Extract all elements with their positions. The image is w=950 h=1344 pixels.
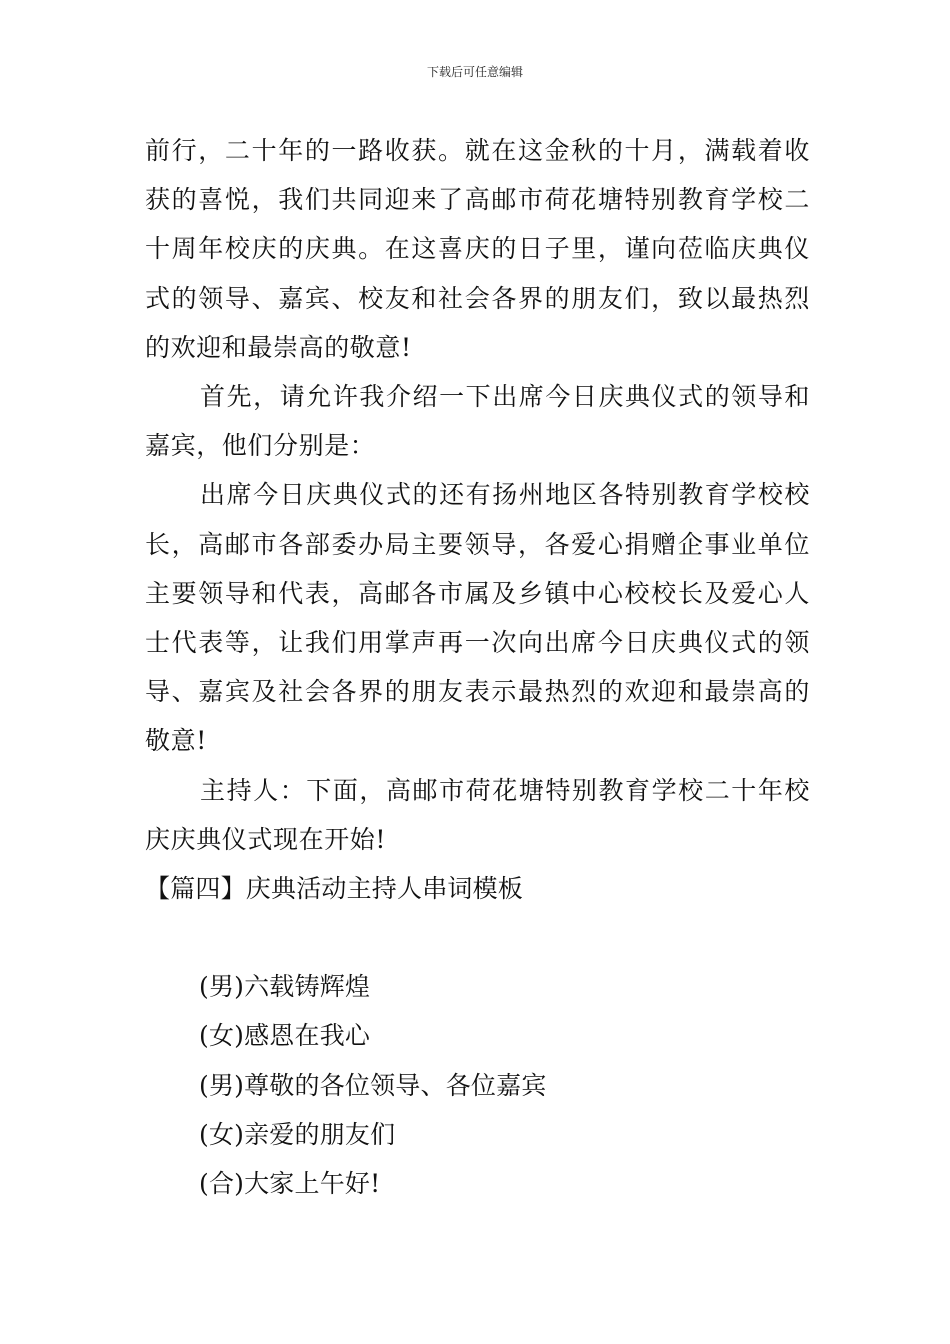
page-header-note: 下载后可任意编辑 [426, 65, 523, 79]
paragraph-introduction: 首先，请允许我介绍一下出席今日庆典仪式的领导和嘉宾，他们分别是： [145, 382, 810, 461]
document-body [145, 126, 810, 1208]
script-line: (男)六载铸辉煌 [199, 972, 371, 1002]
section-title: 【篇四】庆典活动主持人串词模板 [145, 874, 524, 904]
script-line: (女)亲爱的朋友们 [199, 1119, 396, 1149]
script-line: (女)感恩在我心 [199, 1021, 371, 1051]
script-line: (合)大家上午好! [199, 1169, 381, 1199]
paragraph-attendees: 出席今日庆典仪式的还有扬州地区各特别教育学校校长，高邮市各部委办局主要领导，各爱心捐赠企事业单位主要领导和代表，高邮各市属及乡镇中心校校长及爱心人士代表等，让我们用掌声再一次向出席今日庆典仪式的领导、嘉宾及社会各界的朋友表示最热烈的欢迎和最崇高的敬意! [145, 480, 810, 756]
blank-line [145, 913, 810, 962]
script-line: (男)尊敬的各位领导、各位嘉宾 [199, 1070, 547, 1100]
paragraph-continuation: 前行，二十年的一路收获。就在这金秋的十月，满载着收获的喜悦，我们共同迎来了高邮市荷花塘特别教育学校二十周年校庆的庆典。在这喜庆的日子里，谨向莅临庆典仪式的领导、嘉宾、校友和社会各界的朋友们，致以最热烈的欢迎和最崇高的敬意! [145, 136, 810, 362]
paragraph-opening: 主持人：下面，高邮市荷花塘特别教育学校二十年校庆庆典仪式现在开始! [145, 775, 810, 854]
